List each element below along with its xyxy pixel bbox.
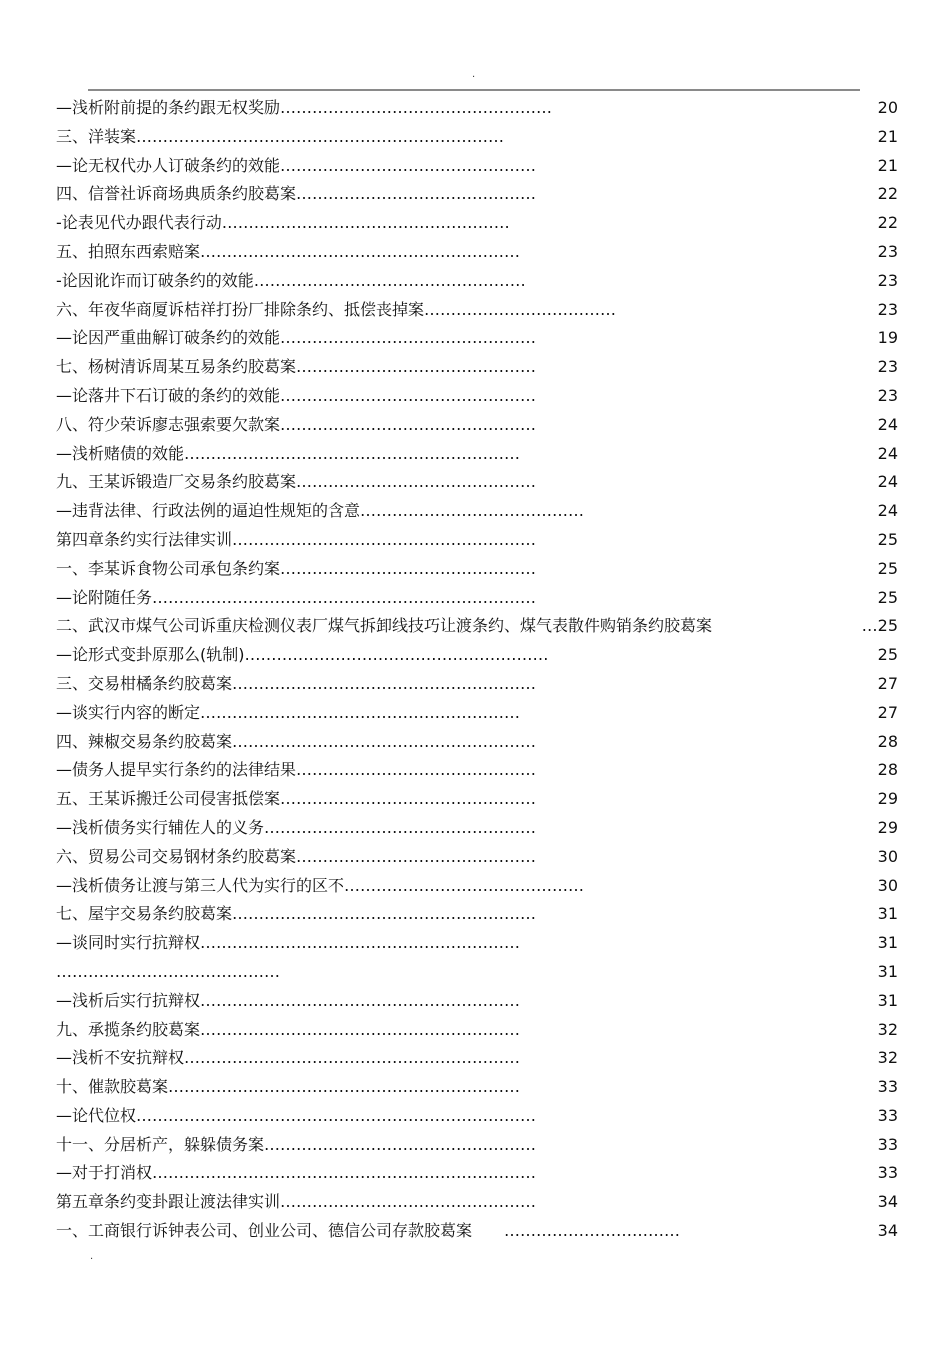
toc-entry-page-number: 31 (877, 990, 898, 1010)
toc-entry[interactable] (56, 526, 904, 555)
toc-entry-title: 四、辣椒交易条约胶葛案………………………………………………… (56, 731, 537, 751)
toc-entry-page-number: 23 (877, 385, 898, 405)
toc-entry-title: 第四章条约实行法律实训………………………………………………… (56, 529, 537, 549)
toc-entry-title: —论因严重曲解订破条约的效能………………………………………… (56, 328, 537, 348)
toc-entry[interactable] (56, 411, 904, 440)
toc-entry-title: -论表见代办跟代表行动……………………………………………… (56, 213, 510, 233)
toc-entry-page-number: 25 (877, 558, 898, 578)
toc-entry[interactable] (56, 123, 904, 152)
toc-entry[interactable] (56, 728, 904, 757)
toc-entry-title: 六、贸易公司交易钢材条约胶葛案……………………………………… (56, 846, 537, 866)
toc-entry-page-number: 30 (877, 875, 898, 895)
toc-entry[interactable] (56, 612, 904, 641)
toc-entry[interactable] (56, 238, 904, 267)
header-rule (88, 89, 860, 91)
toc-entry-title: 五、王某诉搬迁公司侵害抵偿案………………………………………… (56, 789, 537, 809)
toc-entry-page-number: 24 (877, 414, 898, 434)
toc-entry-page-number: 32 (877, 1019, 898, 1039)
toc-entry-title: —论代位权………………………………………………………………… (56, 1105, 537, 1125)
toc-entry[interactable] (56, 296, 904, 325)
toc-entry-page-number: 23 (877, 270, 898, 290)
toc-entry[interactable] (56, 1217, 904, 1246)
toc-entry-page-number: 20 (877, 98, 898, 117)
toc-entry-title: 五、拍照东西索赔案…………………………………………………… (56, 241, 521, 261)
table-of-contents (56, 94, 904, 1246)
toc-entry-page-number: 25 (877, 529, 898, 549)
toc-entry-page-number: 32 (877, 1048, 898, 1068)
toc-entry-page-number: 25 (877, 645, 898, 665)
toc-entry-page-number: 34 (877, 1221, 898, 1241)
toc-entry-title: —论附随任务……………………………………………………………… (56, 587, 537, 607)
toc-entry-title: 七、杨树清诉周某互易条约胶葛案……………………………………… (56, 357, 537, 377)
toc-entry-title: —浅析债务让渡与第三人代为实行的区不……………………………………… (56, 875, 585, 895)
toc-entry-page-number: 31 (877, 904, 898, 924)
toc-entry-page-number: 24 (877, 472, 898, 492)
toc-entry-page-number: 25 (877, 587, 898, 607)
toc-entry-page-number: 21 (877, 126, 898, 146)
toc-entry-page-number: 24 (877, 443, 898, 463)
toc-entry-page-number: 30 (877, 846, 898, 866)
toc-entry[interactable] (56, 382, 904, 411)
toc-entry-title: 九、王某诉锻造厂交易条约胶葛案……………………………………… (56, 472, 537, 492)
toc-entry[interactable] (56, 1131, 904, 1160)
toc-entry-title: 九、承揽条约胶葛案…………………………………………………… (56, 1019, 521, 1039)
toc-entry[interactable] (56, 814, 904, 843)
toc-entry[interactable] (56, 929, 904, 958)
toc-entry-title: —论无权代办人订破条约的效能………………………………………… (56, 155, 537, 175)
toc-entry-title: 六、年夜华商厦诉桔祥打扮厂排除条约、抵偿丧掉案……………………………… (56, 299, 617, 319)
toc-entry-title: —论形式变卦原那么(轨制)………………………………………………… (56, 645, 549, 665)
toc-entry-title: —债务人提早实行条约的法律结果……………………………………… (56, 760, 537, 780)
toc-entry[interactable] (56, 1073, 904, 1102)
toc-entry-page-number: 23 (877, 299, 898, 319)
toc-entry-page-number: 34 (877, 1192, 898, 1212)
toc-entry-page-number: 29 (877, 817, 898, 837)
toc-entry[interactable] (56, 324, 904, 353)
toc-entry[interactable] (56, 440, 904, 469)
toc-entry-title: 三、洋装案…………………………………………………………… (56, 126, 505, 146)
toc-entry[interactable] (56, 353, 904, 382)
toc-entry-title: 十一、分居析产，躲躲债务案…………………………………………… (56, 1134, 537, 1154)
toc-entry-title: —对于打消权……………………………………………………………… (56, 1163, 537, 1183)
toc-entry-page-number: 27 (877, 673, 898, 693)
toc-entry-title: 三、交易柑橘条约胶葛案………………………………………………… (56, 673, 537, 693)
toc-entry-title: —论落井下石订破的条约的效能………………………………………… (56, 385, 537, 405)
toc-entry-title: -论因讹诈而订破条约的效能…………………………………………… (56, 270, 526, 290)
toc-entry[interactable] (56, 209, 904, 238)
toc-entry-page-number: 33 (877, 1134, 898, 1154)
toc-entry-title: —浅析后实行抗辩权…………………………………………………… (56, 990, 521, 1010)
toc-entry[interactable] (56, 152, 904, 181)
toc-entry-page-number: 33 (877, 1077, 898, 1097)
toc-entry-title: —浅析赌债的效能……………………………………………………… (56, 443, 521, 463)
toc-entry-title: —谈同时实行抗辩权…………………………………………………… (56, 933, 521, 953)
toc-entry[interactable] (56, 555, 904, 584)
header-dot: . (472, 69, 476, 80)
toc-entry-title: —浅析不安抗辩权……………………………………………………… (56, 1048, 521, 1068)
toc-entry-title: —浅析债务实行辅佐人的义务…………………………………………… (56, 817, 537, 837)
toc-entry-page-number: 28 (877, 760, 898, 780)
toc-entry-page-number: 33 (877, 1163, 898, 1183)
toc-entry[interactable] (56, 497, 904, 526)
toc-entry-page-number: …25 (861, 616, 898, 636)
toc-entry[interactable] (56, 94, 904, 123)
toc-entry-title: 七、屋宇交易条约胶葛案………………………………………………… (56, 904, 537, 924)
toc-entry[interactable] (56, 180, 904, 209)
toc-entry-title: —谈实行内容的断定…………………………………………………… (56, 702, 521, 722)
toc-entry-page-number: 29 (877, 789, 898, 809)
footer-dot: . (90, 1251, 94, 1262)
toc-entry[interactable] (56, 670, 904, 699)
toc-entry-page-number: 22 (877, 213, 898, 233)
toc-entry-title: 一、李某诉食物公司承包条约案………………………………………… (56, 558, 537, 578)
toc-entry-title: 二、武汉市煤气公司诉重庆检测仪表厂煤气拆卸线技巧让渡条约、煤气表散件购销条约胶葛案 (56, 616, 713, 636)
toc-entry-title: 一、工商银行诉钟表公司、创业公司、德信公司存款胶葛案 …………………………… (56, 1221, 681, 1241)
toc-entry-title: …………………………………… (56, 961, 280, 981)
toc-entry-title: 十、催款胶葛案………………………………………………………… (56, 1077, 521, 1097)
toc-entry-title: —浅析附前提的条约跟无权奖励…………………………………………… (56, 98, 553, 117)
toc-entry-page-number: 23 (877, 357, 898, 377)
toc-entry[interactable] (56, 872, 904, 901)
toc-entry[interactable] (56, 900, 904, 929)
toc-entry-page-number: 33 (877, 1105, 898, 1125)
toc-entry-title: 四、信誉社诉商场典质条约胶葛案……………………………………… (56, 184, 537, 204)
toc-entry-page-number: 21 (877, 155, 898, 175)
toc-entry-page-number: 19 (877, 328, 898, 348)
toc-entry[interactable] (56, 1016, 904, 1045)
toc-entry-page-number: 31 (877, 933, 898, 953)
toc-entry[interactable] (56, 958, 904, 987)
toc-entry[interactable] (56, 267, 904, 296)
toc-entry-page-number: 24 (877, 501, 898, 521)
toc-entry[interactable] (56, 1044, 904, 1073)
toc-entry[interactable] (56, 1102, 904, 1131)
toc-entry[interactable] (56, 584, 904, 613)
toc-entry[interactable] (56, 843, 904, 872)
toc-entry-title: 八、符少荣诉廖志强索要欠款案………………………………………… (56, 414, 537, 434)
toc-entry-title: 第五章条约变卦跟让渡法律实训………………………………………… (56, 1192, 537, 1212)
toc-entry[interactable] (56, 1188, 904, 1217)
toc-entry-page-number: 31 (877, 961, 898, 981)
toc-entry-page-number: 23 (877, 241, 898, 261)
toc-entry-page-number: 22 (877, 184, 898, 204)
toc-entry[interactable] (56, 1159, 904, 1188)
toc-entry-title: —违背法律、行政法例的逼迫性规矩的含意…………………………………… (56, 501, 585, 521)
toc-entry[interactable] (56, 699, 904, 728)
toc-entry[interactable] (56, 756, 904, 785)
toc-entry[interactable] (56, 641, 904, 670)
toc-entry[interactable] (56, 785, 904, 814)
toc-entry-page-number: 28 (877, 731, 898, 751)
toc-entry-page-number: 27 (877, 702, 898, 722)
toc-entry[interactable] (56, 468, 904, 497)
toc-entry[interactable] (56, 987, 904, 1016)
